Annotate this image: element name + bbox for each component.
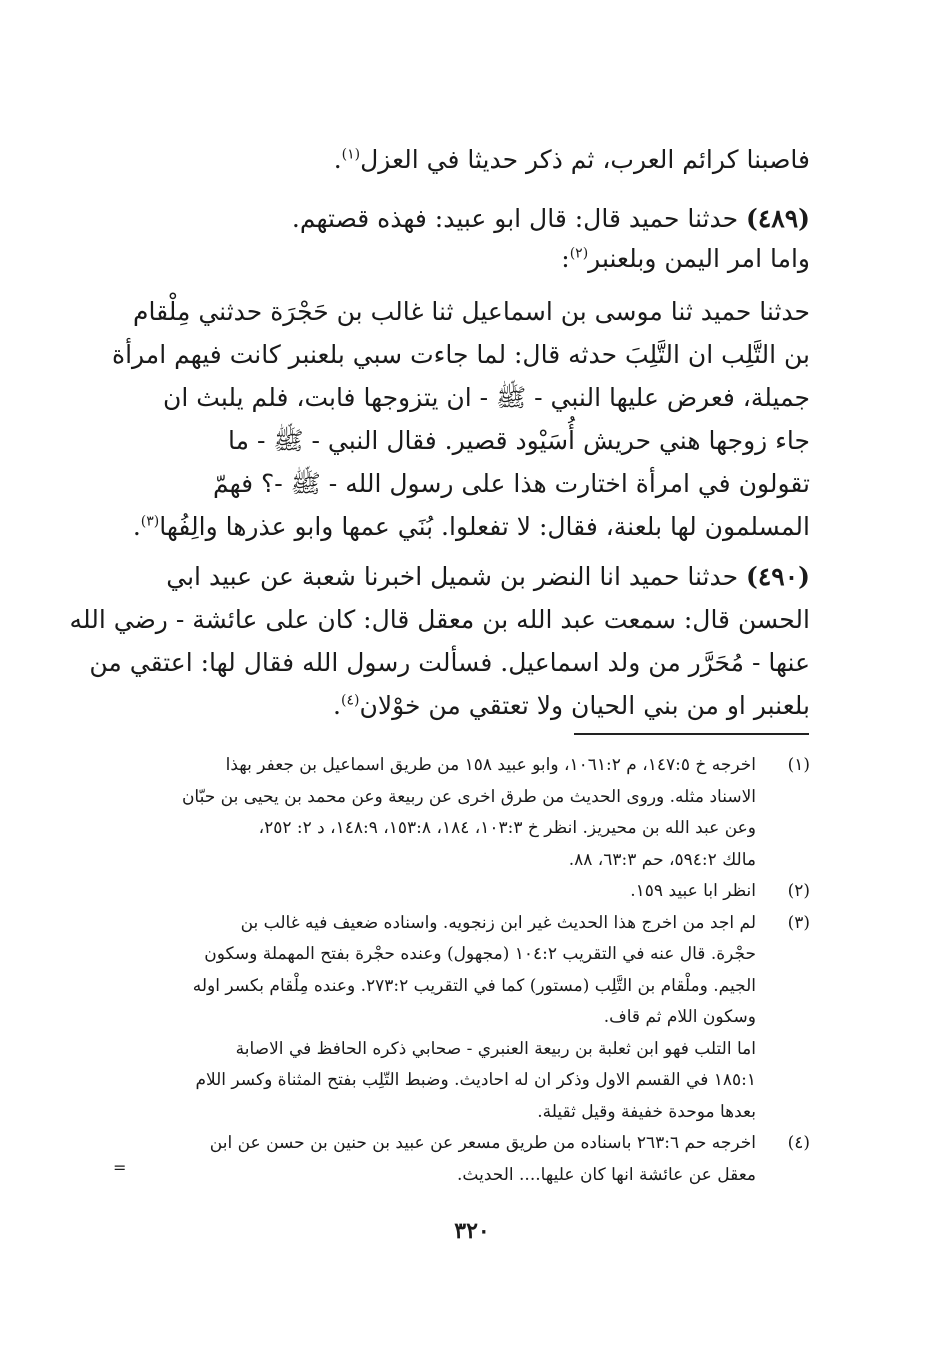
text-line: الحسن قال: سمعت عبد الله بن معقل قال: كان على عائشة - رضي الله [69, 605, 810, 634]
hadith-489 [125, 197, 810, 280]
footnote-line: ١٨٥:١ في القسم الاول وذكر ان له احاديث. وضبط التّلِب بفتح المثناة وكسر اللام [195, 1070, 756, 1090]
footnote-ref[interactable]: (٢) [569, 245, 589, 262]
footnote-divider [574, 733, 809, 735]
hadith-number: (٤٨٩) [746, 204, 810, 233]
text-span: واما امر اليمن وبلعنبر [588, 244, 810, 273]
footnote-line: اما التلب فهو ابن ثعلبة بن ربيعة العنبري - صحابي ذكره الحافظ في الاصابة [235, 1038, 756, 1059]
footnote-ref[interactable]: (٣) [140, 513, 160, 530]
footnote-line: حجْرة. قال عنه في التقريب ١٠٤:٢ (مجهول) وعنده حجْرة بفتح المهملة وسكون [204, 944, 756, 964]
text-span: حدثنا حميد انا النضر بن شميل اخبرنا شعبة عن عبيد ابي [166, 562, 739, 591]
text-line: المسلمون لها بلعنة، فقال: لا تفعلوا. بُنَي عمها وابو عذرها والِفُها$^{(٣)}$. [132, 512, 810, 541]
text-line: حدثنا حميد ثنا موسى بن اسماعيل ثنا غالب بن حَجْرَة حدثني مِلْقام [132, 297, 810, 326]
page-number: ٣٢٠ [454, 1218, 490, 1244]
footnote-line: الجيم. وملْقام بن التَّلِب (مستور) كما في التقريب ٢٧٣:٢. وعنده مِلْقام بكسر اوله [192, 975, 756, 996]
text-line [125, 555, 810, 598]
text-span: بلعنبر او من بني الحيان ولا تعتقي من خوْلان [359, 691, 810, 720]
footnotes-section [125, 750, 810, 1191]
text-line: بن التَّلِب ان التَّلِبَ حدثه قال: لما جاءت سبي بلعنبر كانت فيهم امرأة [111, 340, 810, 369]
footnote-line: وسكون اللام ثم قاف. [603, 1007, 756, 1027]
text-span: فاصبنا كرائم العرب، ثم ذكر حديثا في العزل [360, 145, 810, 174]
footnote-2 [125, 876, 810, 908]
footnote-number: (٣) [787, 912, 810, 933]
text-line [125, 197, 810, 240]
footnote-line: معقل عن عائشة انها كان عليها.... الحديث. [456, 1164, 756, 1185]
footnote-ref[interactable]: (٤) [340, 692, 360, 709]
footnote-ref[interactable]: (١) [341, 146, 361, 163]
footnote-line: اخرجه حم ٢٦٣:٦ باسناده من طريق مسعر عن عبيد بن حنين بن حسن عن ابن [209, 1133, 756, 1153]
footnote-line: انظر ابا عبيد ١٥٩. [630, 881, 756, 901]
text-line: تقولون في امرأة اختارت هذا على رسول الله - ﷺ -؟ فهمّ [212, 469, 810, 498]
footnote-number: (١) [787, 755, 810, 775]
footnote-4 [125, 1128, 810, 1191]
footnote-line: الاسناد مثله. وروى الحديث من طرق اخرى عن ربيعة وعن محمد بن يحيى بن حبّان [181, 786, 756, 807]
footnote-line: مالك ٥٩٤:٢، حم ٦٣:٣، ٨٨. [568, 849, 756, 870]
continuation-mark: = [113, 1158, 127, 1177]
text-span: : [561, 244, 570, 273]
text-span: حدثنا حميد قال: قال ابو عبيد: فهذه قصتهم. [291, 204, 739, 233]
text-span: المسلمون لها بلعنة، فقال: لا تفعلوا. بُنَي عمها وابو عذرها والِفُها [159, 512, 810, 541]
footnote-line: بعدها موحدة خفيفة وقيل ثقيلة. [537, 1101, 756, 1122]
footnote-1 [125, 750, 810, 876]
text-line: جاء زوجها هني حريش أُسَيْود قصير. فقال النبي - ﷺ - ما [228, 426, 810, 455]
footnote-line: وعن عبد الله بن محيريز. انظر خ ١٠٣:٣، ١٨٤، ١٥٣:٨، ١٤٨:٩، د ٢: ٢٥٢، [258, 818, 756, 838]
hadith-490 [69, 555, 810, 727]
text-line: عنها - مُحَرَّر من ولد اسماعيل. فسألت رسول الله فقال لها: اعتقي من [89, 648, 810, 677]
text-line: فاصبنا كرائم العرب، ثم ذكر حديثا في العزل$^{(١)}$. [333, 145, 810, 174]
text-line: بلعنبر او من بني الحيان ولا تعتقي من خوْلان$^{(٤)}$. [333, 691, 810, 720]
intro-paragraph [125, 138, 810, 181]
footnote-number: (٢) [787, 881, 810, 901]
footnote-3 [125, 908, 810, 1129]
footnote-number: (٤) [787, 1133, 810, 1153]
hadith-489-text [111, 290, 810, 548]
footnote-line: اخرجه خ ١٤٧:٥، م ١٠٦١:٢، وابو عبيد ١٥٨ من طريق اسماعيل بن جعفر بهذا [225, 755, 756, 775]
text-line: جميلة، فعرض عليها النبي - ﷺ - ان يتزوجها فابت، فلم يلبث ان [163, 383, 810, 412]
text-line [125, 237, 810, 280]
hadith-number: (٤٩٠) [746, 562, 810, 591]
footnote-line: لم اجد من اخرج هذا الحديث غير ابن زنجويه. واسناده ضعيف فيه غالب بن [240, 912, 756, 933]
